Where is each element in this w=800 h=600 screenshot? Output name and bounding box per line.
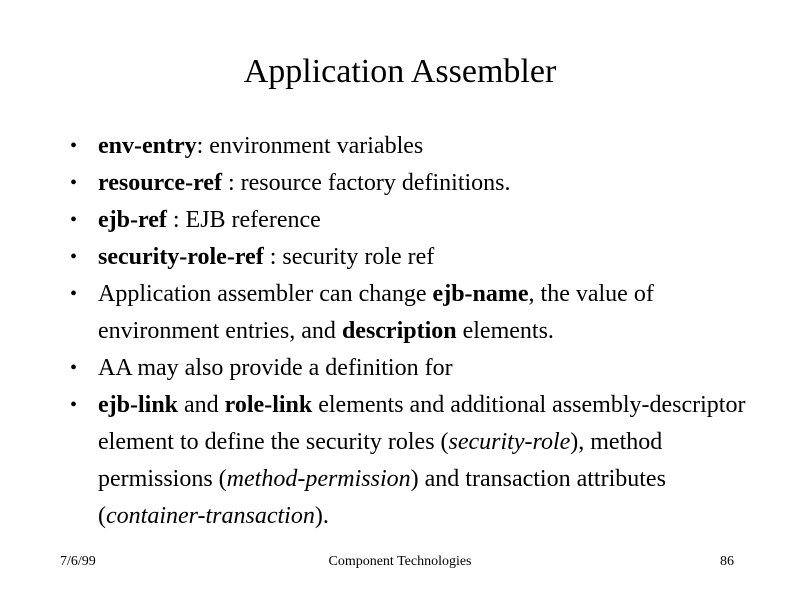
footer-title: Component Technologies [328,554,472,569]
bullet-dot-icon: • [70,394,78,416]
bold-term: security-role-ref [98,244,264,270]
bullet-text: , the value of environment entries, and [98,281,654,344]
bullet-list [70,128,750,535]
bullet-text: : environment variables [196,133,424,159]
bold-term: role-link [224,392,313,418]
bullet-dot-icon: • [70,135,78,157]
bullet-text: ). [314,503,329,529]
bullet-item [70,387,750,535]
bullet-text: and [178,392,225,418]
bullet-item [70,276,750,350]
bold-term: env-entry [98,133,197,159]
bullet-text: elements. [456,318,554,344]
bullet-text: ), method permissions ( [98,429,663,492]
bullet-text: elements and additional assembly-descriptor element to define the security roles ( [98,392,746,455]
italic-term: security-role [448,429,571,455]
bullet-text: AA may also provide a definition for [98,355,453,381]
bullet-item [70,202,750,239]
bullet-dot-icon: • [70,209,78,231]
bullet-dot-icon: • [70,357,78,379]
bullet-dot-icon: • [70,246,78,268]
bold-term: description [341,318,457,344]
bullet-item [70,239,750,276]
footer-date: 7/6/99 [60,554,96,569]
bullet-text: : security role ref [263,244,435,270]
italic-term: container-transaction [106,503,315,529]
bold-term: ejb-link [98,392,179,418]
bullet-dot-icon: • [70,283,78,305]
bullet-text: : EJB reference [166,207,321,233]
bold-term: resource-ref [98,170,222,196]
bullet-dot-icon: • [70,172,78,194]
bold-term: ejb-name [432,281,529,307]
bullet-item [70,128,750,165]
bullet-text: : resource factory definitions. [221,170,511,196]
bullet-text: ) and transaction attributes ( [98,466,666,529]
slide-title: Application Assembler [243,53,557,90]
bullet-item [70,165,750,202]
bullet-item [70,350,750,387]
italic-term: method-permission [226,466,411,492]
page-number: 86 [720,554,734,569]
bold-term: ejb-ref [98,207,167,233]
bullet-text: Application assembler can change [98,281,433,307]
